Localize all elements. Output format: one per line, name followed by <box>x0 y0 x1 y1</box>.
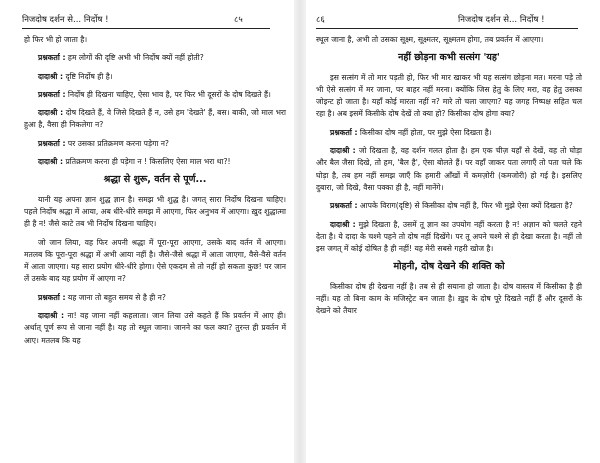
dialogue-paragraph <box>316 127 582 139</box>
speaker-label: दादाश्री : <box>38 157 64 167</box>
dialogue-paragraph <box>316 219 582 256</box>
dialogue-paragraph <box>316 200 582 212</box>
speaker-label: दादाश्री : <box>38 311 65 321</box>
left-page-content <box>24 34 286 353</box>
speaker-label: दादाश्री : <box>38 108 64 118</box>
continuation-text: स्थूल जाना है, अभी तो उसका सूक्ष्म, सूक्ष्मतर, सूक्ष्मतम होगा, तब प्रवर्तन में आएगा। <box>316 35 544 44</box>
book-gutter <box>294 0 306 463</box>
section-heading: मोहनी, दोष देखने की शक्ति को <box>393 261 505 273</box>
dialogue-paragraph <box>24 156 286 168</box>
speaker-label: प्रश्नकर्ता : <box>330 201 358 211</box>
right-header-title: निजदोष दर्शन से... निर्दोष ! <box>458 15 545 25</box>
dialogue-text: प्रतिक्रमण करना ही पड़ेगा न ! किसलिए ऐसा माल भरा था?! <box>65 157 231 167</box>
section-heading: श्रद्धा से शुरू, वर्तन से पूर्ण... <box>103 174 207 186</box>
right-header-rule <box>316 28 578 29</box>
speaker-label: प्रश्नकर्ता : <box>38 138 66 148</box>
dialogue-text: ना! वह जाना नहीं कहलाता। जान लिया उसे कहते हैं कि प्रवर्तन में आए ही। अर्थात् पूर्ण रूप से जाना नहीं है। यह तो स्थूल जाना। जानने का फल क्या? तुरन्त ही प्रवर्तन में आए। मतलब कि यह <box>24 311 286 345</box>
body-paragraph: किसीका दोष ही देखना नहीं है। तब से ही सयाना हो जाता है। दोष वास्तव में किसीका है ही नहीं। यह तो बिना काम के मजिस्ट्रेट बन जाता है। ख़ुद के दोष पूरे दिखते नहीं हैं और दूसरों के देखने को तैयार <box>316 281 582 316</box>
dialogue-paragraph <box>24 138 286 150</box>
dialogue-text: यह जाना तो बहुत समय से है ही न? <box>67 292 166 302</box>
dialogue-text: पर उसका प्रतिक्रमण करना पड़ेगा न? <box>67 138 169 148</box>
continuation-text: हो फिर भी हो जाता है। <box>24 35 88 44</box>
speaker-label: प्रश्नकर्ता : <box>38 89 66 99</box>
dialogue-paragraph <box>24 71 286 83</box>
dialogue-paragraph <box>24 310 286 347</box>
left-page-number: ८५ <box>234 15 243 25</box>
dialogue-text: दृष्टि निर्दोष ही है। <box>65 71 113 81</box>
right-page-content <box>316 34 582 324</box>
dialogue-text: हम लोगों की दृष्टि अभी भी निर्दोष क्यों नहीं होती? <box>67 53 204 63</box>
dialogue-text: मुझे दिखता है, उसमें तू ज्ञान का उपयोग नहीं करता है न! अज्ञान को चलते रहने देता है। ये दादा के चश्मे पहने तो दोष नहीं दिखेंगे। पर तू अपने चश्मे से ही देखा करता है। नहीं तो इस जगत् में कोई दोषित है ही नहीं! यह मेरी सबसे गहरी खोज है। <box>316 219 582 254</box>
dialogue-paragraph <box>24 52 286 64</box>
body-paragraph: यानी यह अपना ज्ञान शुद्ध ज्ञान है। समझ भी शुद्ध है। जगत् सारा निर्दोष दिखना चाहिए। पहले निर्दोष श्रद्धा में आया, अब धीरे-धीरे समझ में आएगा, फिर अनुभव में आएगा। ख़ुद शुद्धात्मा ही है न! जैसे काटे तब भी निर्दोष दिखना चाहिए। <box>24 194 286 229</box>
speaker-label: प्रश्नकर्ता : <box>38 53 66 63</box>
dialogue-text: किसीका दोष नहीं होता, पर मुझे ऐसा दिखता है। <box>359 127 492 137</box>
dialogue-text: जो दिखता है, वह दर्शन गलत होता है। हम एक चीज़ यहाँ से देखें, वह तो घोड़ा और बैल जैसा दिखे, तो हम, 'बैल है', ऐसा बोलते हैं। पर वहाँ जाकर पता लगाएँ तो पता चले कि घोड़ा है, तब हम नहीं समझ जाएँ कि हमारी आँखों में कमज़ोरी (कमजोरी) हो गई है। इसलिए दुबारा, जो दिखे, वैसा पक्का ही है, नहीं मानेंगे। <box>316 146 582 192</box>
body-paragraph: इस सत्संग में तो मार पड़ती हो, फिर भी मार खाकर भी यह सत्संग छोड़ना मत। मरना पड़े तो भी ऐसे सत्संग में मर जाना, पर बाहर नहीं मरना। क्योंकि जिस हेतु के लिए मरा, वह हेतु उसका जोइन्ट हो जाता है। यहाँ कोई मारता नहीं न? मारे तो चला जाएगा? यह जगह निष्पक्ष सहित चल रहा है। अब इसमें किसीके दोष देखें तो क्या हो? किसीका दोष होगा क्या? <box>316 72 582 119</box>
right-page <box>306 0 600 463</box>
dialogue-text: निर्दोष ही दिखना चाहिए, ऐसा भाव है, पर फिर भी दूसरों के दोष दिखते हैं। <box>67 89 271 99</box>
speaker-label: प्रश्नकर्ता : <box>330 127 358 137</box>
speaker-label: प्रश्नकर्ता : <box>38 292 66 302</box>
dialogue-paragraph <box>24 107 286 132</box>
speaker-label: दादाश्री : <box>330 146 356 156</box>
left-header-title: निजदोष दर्शन से... निर्दोष ! <box>22 15 109 25</box>
dialogue-paragraph <box>24 89 286 101</box>
left-header-rule <box>22 28 270 29</box>
dialogue-paragraph <box>24 292 286 304</box>
body-paragraph: जो जान लिया, वह फिर अपनी श्रद्धा में पूरा-पूरा आएगा, उसके बाद वर्तन में आएगा। मतलब कि पूरा-पूरा श्रद्धा में अभी आया नहीं है। जैसे-जैसे श्रद्धा में आता जाएगा, वैसे-वैसे वर्तन में आता जाएगा। यह सारा प्रयोग धीरे-धीरे होगा। ऐसे एकदम से तो नहीं हो सकता कुछ! पर जान लें उसके बाद यह प्रयोग में आएगा न? <box>24 237 286 284</box>
dialogue-text: दोष दिखते हैं, वे जिसे दिखते हैं न, उसे हम 'देखते' हैं, बस। बाकी, जो माल भरा हुआ है, वैसा ही निकलेगा न? <box>24 108 286 130</box>
speaker-label: दादाश्री : <box>38 71 64 81</box>
dialogue-paragraph <box>316 145 582 194</box>
section-heading: नहीं छोड़ना कभी सत्संग 'यह' <box>398 52 500 64</box>
dialogue-text: आपके विराग(दृष्टि) से किसीका दोष नहीं है, फिर भी मुझे ऐसा क्यों दिखता है? <box>359 201 573 211</box>
right-page-number: ८६ <box>316 15 325 25</box>
left-page <box>0 0 294 463</box>
speaker-label: दादाश्री : <box>330 219 356 229</box>
